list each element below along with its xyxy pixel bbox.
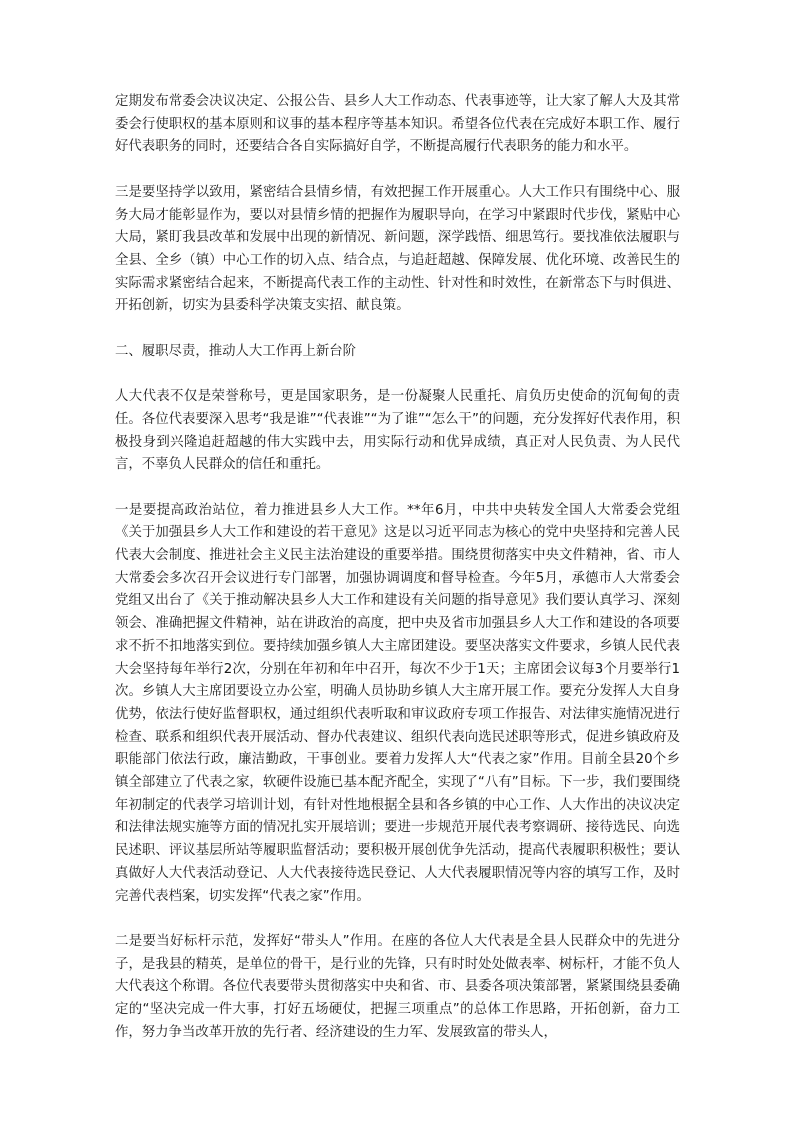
paragraph-point-one: 一是要提高政治站位，着力推进县乡人大工作。**年6月，中共中央转发全国人大常委会党组《关于加强县乡人大工作和建设的若干意见》这是以习近平同志为核心的党中央坚持和完善人民代表大会制度、推进社会主义民主法治建设的重要举措。围绕贯彻落实中央文件精神，省、市人大常委会多次召开会议进行专门部署，加强协调调度和督导检查。今年5月，承德市人大常委会党组又出台了《关于推动解决县乡人大工作和建设有关问题的指导意见》我们要认真学习、深刻领会、准确把握文件精神，站在讲政治的高度，把中央及省市加强县乡人大工作和建设的各项要求不折不扣地落实到位。要持续加强乡镇人大主席团建设。要坚决落实文件要求，乡镇人民代表大会坚持每年举行2次，分别在年初和年中召开，每次不少于1天；主席团会议每3个月要举行1次。乡镇人大主席团要设立办公室，明确人员协助乡镇人大主席开展工作。要充分发挥人大自身优势，依法行使好监督职权，通过组织代表听取和审议政府专项工作报告、对法律实施情况进行检查、联系和组织代表开展活动、督办代表建议、组织代表向选民述职等形式，促进乡镇政府及职能部门依法行政，廉洁勤政，干事创业。要着力发挥人大“代表之家”作用。目前全县20个乡镇全部建立了代表之家，软硬件设施已基本配齐配全，实现了“八有”目标。下一步，我们要围绕年初制定的代表学习培训计划，有针对性地根据全县和各乡镇的中心工作、人大作出的决议决定和法律法规实施等方面的情况扎实开展培训；要进一步规范开展代表考察调研、接待选民、向选民述职、评议基层所站等履职监督活动；要积极开展创优争先活动，提高代表履职积极性；要认真做好人大代表活动登记、人大代表接待选民登记、人大代表履职情况等内容的填写工作，及时完善代表档案，切实发挥“代表之家”作用。: [115, 502, 680, 904]
document-body: [115, 91, 680, 1067]
paragraph-section-two-intro: 人大代表不仅是荣誉称号，更是国家职务，是一份凝聚人民重托、肩负历史使命的沉甸甸的责任。各位代表要深入思考“我是谁”“代表谁”“为了谁”“怎么干”的问题，充分发挥好代表作用，积极投身到兴隆追赶超越的伟大实践中去，用实际行动和优异成绩，真正对人民负责、为人民代言，不辜负人民群众的信任和重托。: [115, 389, 680, 473]
section-heading-two: 二、履职尽责，推动人大工作再上新台阶: [115, 343, 357, 359]
paragraph-intro-continuation: 定期发布常委会决议决定、公报公告、县乡人大工作动态、代表事迹等，让大家了解人大及其常委会行使职权的基本原则和议事的基本程序等基本知识。希望各位代表在完成好本职工作、履行好代表职务的同时，还要结合各自实际搞好自学，不断提高履行代表职务的能力和水平。: [115, 94, 680, 155]
paragraph-point-three: 三是要坚持学以致用，紧密结合县情乡情，有效把握工作开展重心。人大工作只有围绕中心、服务大局才能彰显作为，要以对县情乡情的把握作为履职导向，在学习中紧跟时代步伐，紧贴中心大局，紧盯我县改革和发展中出现的新情况、新问题，深学践悟、细思笃行。要找准依法履职与全县、全乡（镇）中心工作的切入点、结合点，与追赶超越、保障发展、优化环境、改善民生的实际需求紧密结合起来，不断提高代表工作的主动性、针对性和时效性，在新常态下与时俱进、开拓创新，切实为县委科学决策支实招、献良策。: [115, 184, 680, 314]
paragraph-point-two: 二是要当好标杆示范，发挥好“带头人”作用。在座的各位人大代表是全县人民群众中的先进分子，是我县的精英，是单位的骨干，是行业的先锋，只有时时处处做表率、树标杆，才能不负人大代表这个称谓。各位代表要带头贯彻落实中央和省、市、县委各项决策部署，紧紧围绕县委确定的“坚决完成一件大事，打好五场硬仗，把握三项重点”的总体工作思路，开拓创新，奋力工作，努力争当改革开放的先行者、经济建设的生力军、发展致富的带头人，: [115, 933, 680, 1040]
